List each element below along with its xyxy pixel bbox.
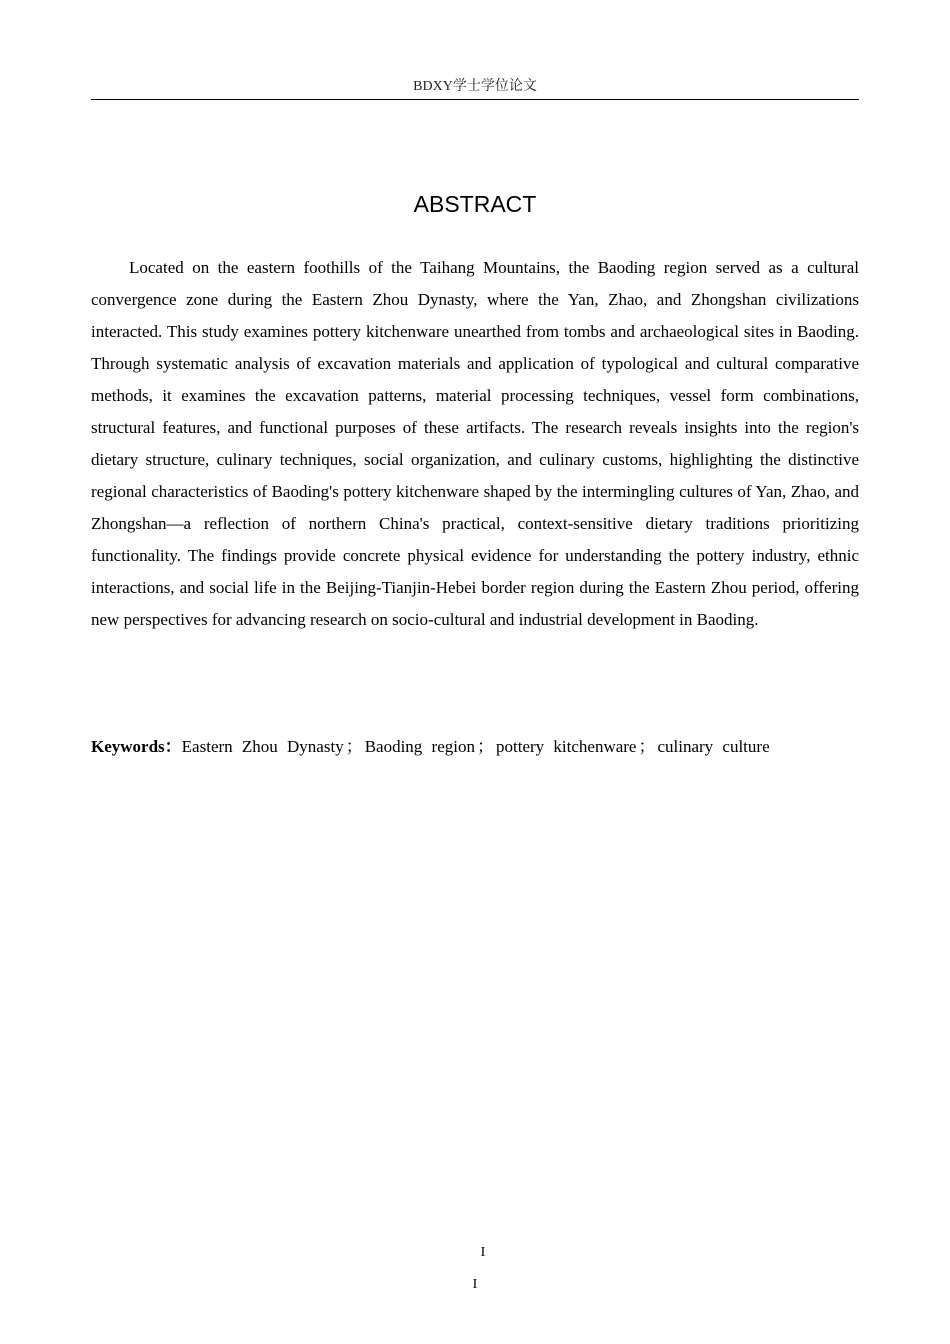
abstract-title: ABSTRACT (413, 191, 537, 217)
page-number: I (480, 1245, 486, 1260)
running-header: BDXY学士学位论文 (413, 79, 537, 94)
keyword-separator: ； (638, 737, 656, 756)
keywords-label: Keywords： (91, 737, 182, 756)
keyword-item: pottery kitchenware (496, 737, 637, 756)
header-rule (91, 99, 859, 100)
keyword-item: culinary culture (657, 737, 770, 756)
keyword-item: Baoding region (364, 737, 475, 756)
keyword-separator: ； (345, 737, 363, 756)
abstract-body: Located on the eastern foothills of the Taihang Mountains, the Baoding region served as a cultural convergence zone during the Eastern Zhou Dynasty, where the Yan, Zhao, and Zhongshan civilizations interacted. This study examines pottery kitchenware unearthed from tombs and archaeological sites in Baoding. Through systematic analysis of excavation materials and application of typological and cultural comparative methods, it examines the excavation patterns, material processing techniques, vessel form combinations, structural features, and functional purposes of these artifacts. The research reveals insights into the region's dietary structure, culinary techniques, social organization, and culinary customs, highlighting the distinctive regional characteristics of Baoding's pottery kitchenware shaped by the intermingling cultures of Yan, Zhao, and Zhongshan—a reflection of northern China's practical, context-sensitive dietary traditions prioritizing functionality. The findings provide concrete physical evidence for understanding the pottery industry, ethnic interactions, and social life in the Beijing-Tianjin-Hebei border region during the Eastern Zhou period, offering new perspectives for advancing research on socio-cultural and industrial development in Baoding. (91, 258, 859, 629)
page-number-footer: I (472, 1277, 478, 1292)
keyword-item: Eastern Zhou Dynasty (181, 737, 344, 756)
keywords-line (91, 731, 859, 763)
keyword-separator: ； (477, 737, 494, 756)
